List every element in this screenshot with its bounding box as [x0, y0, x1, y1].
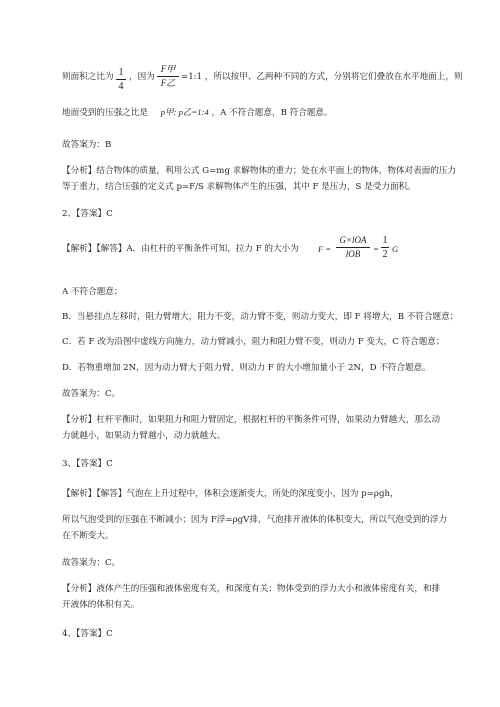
analysis-text: 力就越小，如果动力臂越小，动力就越大。	[62, 431, 226, 441]
fraction-force-ratio	[157, 64, 179, 89]
option-line	[62, 311, 458, 323]
formula-eq	[373, 243, 379, 255]
text-segment: 则面积之比为	[62, 72, 114, 82]
analysis-text: 【解析】【解答】A．由杠杆的平衡条件可知，拉力 F 的大小为	[62, 244, 299, 254]
fraction-numerator: G×lOA	[339, 235, 367, 245]
text-segment: ，因为	[129, 72, 155, 82]
fraction-bar	[336, 247, 370, 248]
answer-heading: 4、【答案】C	[62, 629, 113, 639]
analysis-line	[62, 430, 225, 442]
analysis-line	[62, 165, 456, 177]
answer-text: 故答案为：B	[62, 140, 112, 150]
fraction-denominator: 4	[118, 81, 124, 92]
fraction-denominator: lOB	[345, 249, 361, 259]
analysis-text: 【分析】结合物体的质量，利用公式 G=mg 求解物体的重力；处在水平面上的物体，物体对表面的压力	[62, 166, 457, 176]
fraction-bar	[116, 79, 126, 80]
pressure-ratio-formula: p甲: p乙=1:4	[160, 107, 209, 117]
option-line	[62, 362, 431, 374]
answer-heading: 3、【答案】C	[62, 459, 113, 469]
option-line	[62, 336, 445, 348]
analysis-line	[62, 530, 114, 542]
formula-text: F =	[318, 244, 332, 254]
analysis-line	[62, 488, 399, 500]
answer-line	[62, 388, 120, 400]
option-line	[62, 286, 123, 298]
answer-heading: 2、【答案】C	[62, 209, 113, 219]
fraction-numerator: F甲	[160, 64, 176, 74]
option-b-text: B．当悬挂点左移时，阻力臂增大，阻力不变，动力臂不变，则动力变大，即 F 将增大，B 不符合题意；	[62, 312, 459, 322]
analysis-text: 在不断变大。	[62, 531, 114, 541]
text-segment: ，A 不符合题意，B 符合题意。	[211, 108, 333, 118]
analysis-text: 所以气泡受到的压强在不断减小；因为 F浮=ρgV排，气泡排开液体的体积变大，所以气泡受到的浮力	[62, 515, 448, 525]
text-segment: 地面受到的压强之比是	[62, 108, 148, 118]
option-a-text: A 不符合题意；	[62, 287, 123, 297]
fraction-half	[381, 235, 389, 260]
formula-g	[392, 243, 398, 255]
analysis-text: 【分析】液体产生的压强和液体密度有关，和深度有关；物体受到的浮力大小和液体密度有关，和排	[62, 584, 441, 594]
question-heading	[62, 628, 113, 640]
analysis-text: 【分析】杠杆平衡时，如果阻力和阻力臂固定，根据杠杆的平衡条件可得，如果动力臂越大，那么动	[62, 415, 441, 425]
analysis-line	[62, 414, 440, 426]
analysis-text: 等于重力，结合压强的定义式 p=F/S 求解物体产生的压强，其中 F 是压力，S 是受力面积。	[62, 182, 416, 192]
analysis-line	[62, 243, 299, 255]
fraction-bar	[157, 76, 179, 77]
formula-lhs	[318, 243, 331, 255]
fraction-one-quarter	[116, 67, 126, 92]
fraction-denominator: 2	[382, 249, 388, 260]
analysis-line	[62, 181, 416, 193]
option-c-text: C．若 F 改为沿图中虚线方向施力，动力臂减小，阻力和阻力臂不变，则动力 F 变大，C 符合题意；	[62, 337, 445, 347]
text-segment: =1:1 ，所以按甲、乙两种不同的方式，分别将它们叠放在水平地面上，则	[181, 72, 463, 82]
analysis-text: 【解析】【解答】气泡在上升过程中，体积会逐渐变大，所处的深度变小，因为 p=ρgh，	[62, 489, 399, 499]
text-line	[62, 106, 333, 119]
fraction-bar	[381, 247, 389, 248]
analysis-line	[62, 599, 139, 611]
answer-line	[62, 139, 111, 151]
fraction-numerator: 1	[382, 235, 388, 246]
fraction-numerator: 1	[118, 67, 124, 78]
answer-text: 故答案为：C。	[62, 558, 121, 568]
fraction-lever-ratio	[336, 235, 370, 260]
text-line	[181, 71, 463, 83]
formula-text: =	[373, 244, 379, 254]
question-heading	[62, 458, 113, 470]
fraction-denominator: F乙	[160, 78, 176, 88]
question-heading	[62, 208, 113, 220]
formula-text: G	[392, 244, 399, 254]
analysis-line	[62, 583, 440, 595]
analysis-line	[62, 514, 447, 526]
analysis-text: 开液体的体积有关。	[62, 600, 140, 610]
text-line	[62, 71, 114, 83]
text-line	[129, 71, 155, 83]
option-d-text: D．若物重增加 2N，因为动力臂大于阻力臂，则动力 F 的大小增加量小于 2N，D 不符合题意。	[62, 363, 431, 373]
answer-line	[62, 557, 120, 569]
answer-text: 故答案为：C。	[62, 389, 121, 399]
